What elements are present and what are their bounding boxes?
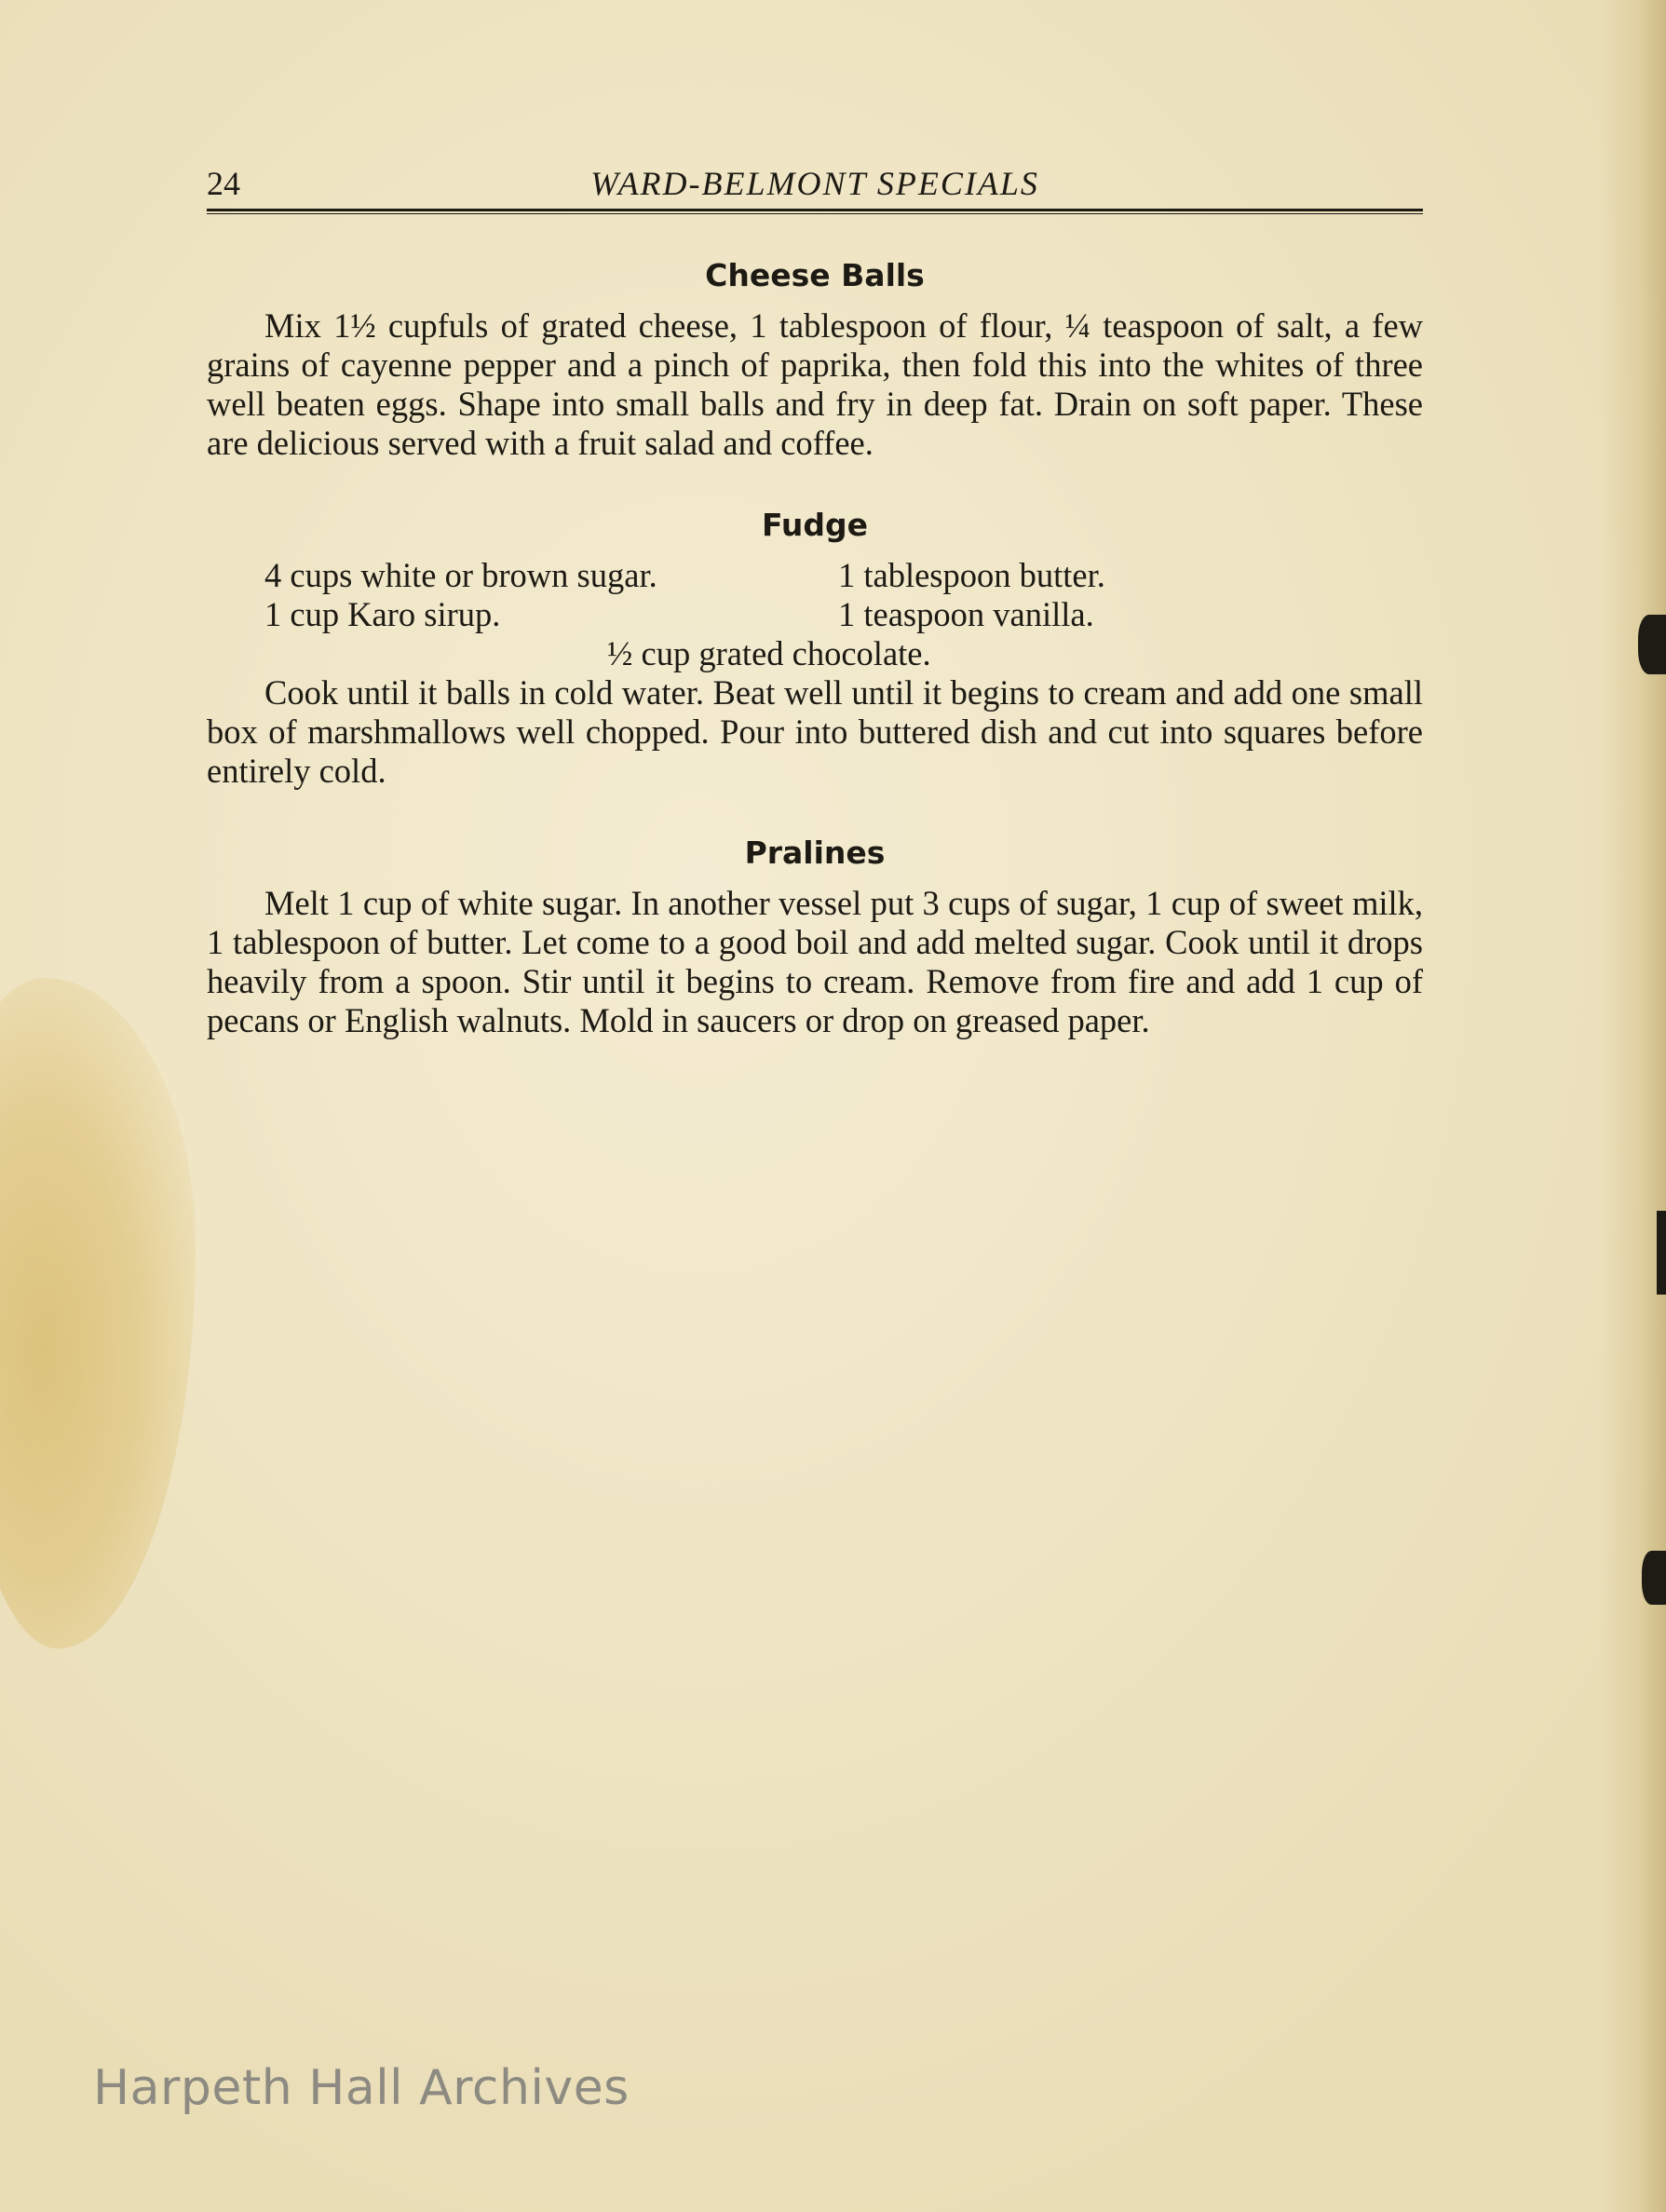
ingredient-item: 1 cup Karo sirup.	[264, 595, 501, 633]
ingredient-item: ½ cup grated chocolate.	[607, 634, 931, 672]
recipe-title-pralines: Pralines	[744, 835, 886, 871]
recipe-text-pralines-content: Melt 1 cup of white sugar. In another vessel put 3 cups of sugar, 1 cup of sweet milk, 1 tablespoon of butter. Let come to a good boil and add melted sugar. Cook until it drops heavily from a spoon. Stir until it begins to cream. Remove from fire and add 1 cup of pecans or English walnuts. Mold in saucers or drop on greased paper.	[207, 884, 1423, 1039]
ingredient-item: 1 tablespoon butter.	[838, 556, 1105, 594]
recipe-text-fudge-content: Cook until it balls in cold water. Beat well until it begins to cream and add one small box of marshmallows well chopped. Pour into buttered dish and cut into squares before entirely cold.	[207, 673, 1423, 790]
binding-notch	[1642, 1551, 1666, 1605]
recipe-title-fudge: Fudge	[761, 507, 869, 543]
binding-notch	[1657, 1211, 1666, 1295]
page-edge-shadow	[1601, 0, 1666, 2212]
recipe-text-pralines	[207, 884, 1423, 1040]
recipe-text-cheese-balls	[207, 306, 1423, 463]
archive-watermark: Harpeth Hall Archives	[93, 2060, 630, 2116]
ingredient-item: 4 cups white or brown sugar.	[264, 556, 657, 594]
header-rule	[207, 209, 1423, 214]
page-number: 24	[207, 165, 240, 202]
recipe-text-cheese-balls-content: Mix 1½ cupfuls of grated cheese, 1 tablespoon of flour, ¼ teaspoon of salt, a few grains of cayenne pepper and a pinch of paprika, then fold this into the whites of three well beaten eggs. Shape into small balls and fry in deep fat. Drain on soft paper. These are delicious served with a fruit salad and coffee.	[207, 306, 1423, 462]
running-title: WARD-BELMONT SPECIALS	[590, 165, 1039, 202]
recipe-text-fudge	[207, 673, 1423, 791]
binding-notch	[1638, 615, 1666, 674]
ingredient-item: 1 teaspoon vanilla.	[838, 595, 1094, 633]
water-stain	[0, 978, 196, 1649]
page-header	[207, 160, 1423, 214]
recipe-title-cheese-balls: Cheese Balls	[705, 257, 925, 293]
